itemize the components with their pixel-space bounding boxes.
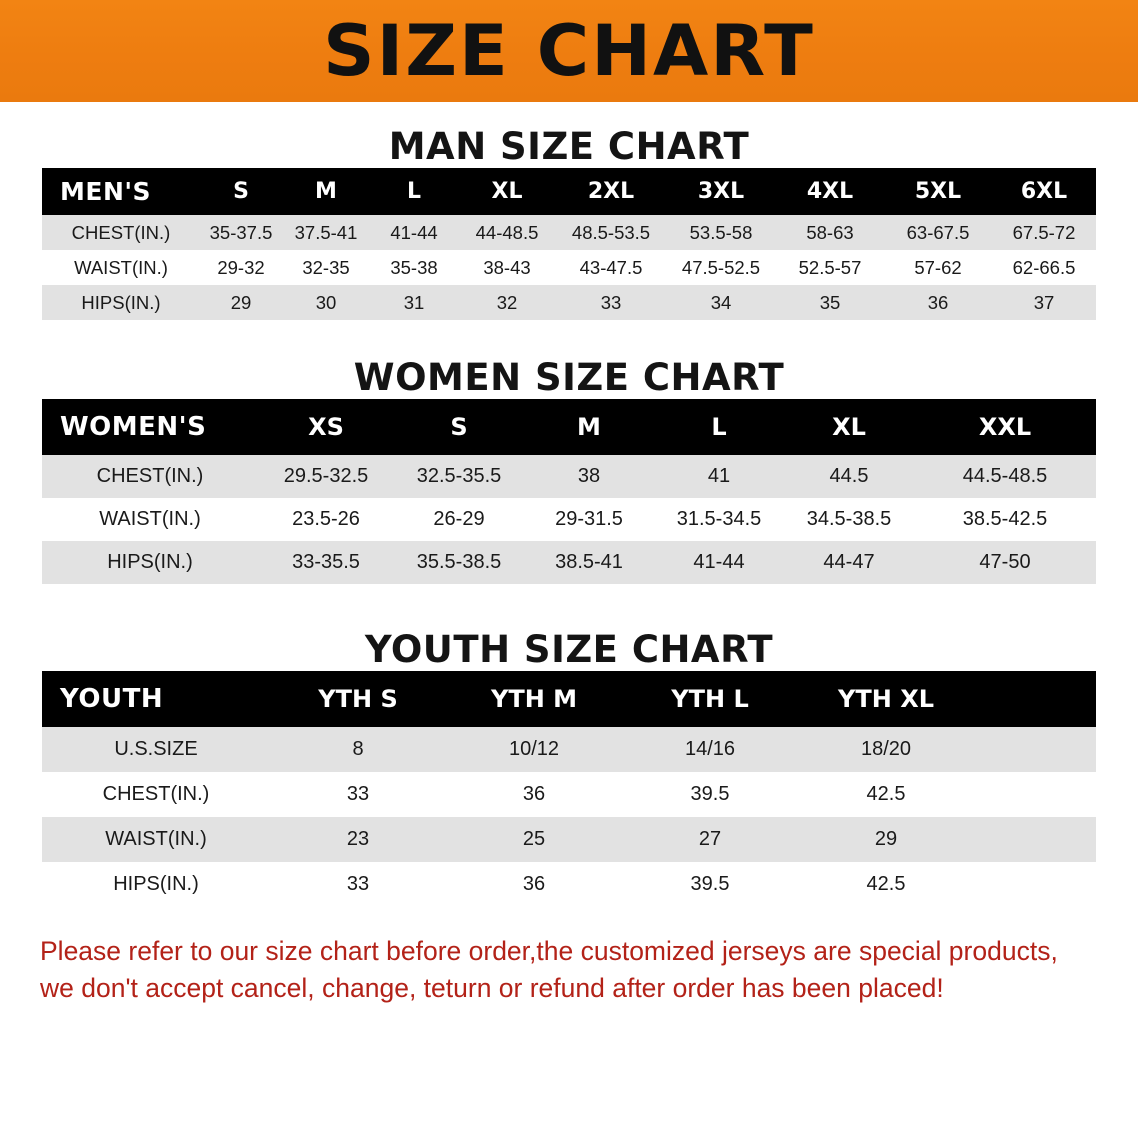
table-cell: 41 bbox=[654, 455, 784, 498]
table-row bbox=[42, 250, 1096, 285]
table-cell: 57-62 bbox=[884, 250, 992, 285]
table-cell: 39.5 bbox=[622, 772, 798, 817]
table-cell: 27 bbox=[622, 817, 798, 862]
table-row bbox=[42, 285, 1096, 320]
col-header: MEN'S bbox=[42, 168, 200, 215]
table-cell: 33 bbox=[270, 772, 446, 817]
table-cell: 33 bbox=[270, 862, 446, 907]
youth-section-heading: YOUTH SIZE CHART bbox=[364, 628, 774, 671]
col-header: 6XL bbox=[992, 168, 1096, 215]
table-cell: 44-48.5 bbox=[458, 215, 556, 250]
table-cell: 31.5-34.5 bbox=[654, 498, 784, 541]
table-cell: 34 bbox=[666, 285, 776, 320]
col-header: XS bbox=[258, 399, 394, 455]
youth-size-table bbox=[42, 671, 1096, 907]
table-cell-spacer bbox=[974, 862, 1096, 907]
footer-note-line-2: we don't accept cancel, change, teturn or refund after order has been placed! bbox=[40, 972, 944, 1003]
table-cell: 33 bbox=[556, 285, 666, 320]
col-header: YTH M bbox=[446, 671, 622, 727]
table-cell: 41-44 bbox=[370, 215, 458, 250]
table-cell: 33-35.5 bbox=[258, 541, 394, 584]
table-cell: 34.5-38.5 bbox=[784, 498, 914, 541]
table-cell: 32-35 bbox=[282, 250, 370, 285]
table-cell: 67.5-72 bbox=[992, 215, 1096, 250]
table-cell: 52.5-57 bbox=[776, 250, 884, 285]
banner bbox=[0, 0, 1138, 102]
row-label: WAIST(IN.) bbox=[42, 817, 270, 862]
table-header-row bbox=[42, 399, 1096, 455]
table-row bbox=[42, 817, 1096, 862]
table-cell: 44.5-48.5 bbox=[914, 455, 1096, 498]
col-header: M bbox=[282, 168, 370, 215]
table-cell: 30 bbox=[282, 285, 370, 320]
table-cell: 35 bbox=[776, 285, 884, 320]
row-label: WAIST(IN.) bbox=[42, 250, 200, 285]
table-cell: 29 bbox=[200, 285, 282, 320]
table-cell: 36 bbox=[446, 772, 622, 817]
table-cell: 63-67.5 bbox=[884, 215, 992, 250]
col-header: XL bbox=[784, 399, 914, 455]
table-cell: 32 bbox=[458, 285, 556, 320]
table-cell: 32.5-35.5 bbox=[394, 455, 524, 498]
col-header: 2XL bbox=[556, 168, 666, 215]
table-cell: 26-29 bbox=[394, 498, 524, 541]
table-cell: 36 bbox=[884, 285, 992, 320]
table-cell: 53.5-58 bbox=[666, 215, 776, 250]
table-cell: 31 bbox=[370, 285, 458, 320]
row-label: HIPS(IN.) bbox=[42, 285, 200, 320]
col-header: 5XL bbox=[884, 168, 992, 215]
col-header: S bbox=[394, 399, 524, 455]
table-cell: 35-37.5 bbox=[200, 215, 282, 250]
col-header: L bbox=[654, 399, 784, 455]
row-label: HIPS(IN.) bbox=[42, 862, 270, 907]
table-cell: 18/20 bbox=[798, 727, 974, 772]
table-row bbox=[42, 541, 1096, 584]
row-label: U.S.SIZE bbox=[42, 727, 270, 772]
table-cell: 37.5-41 bbox=[282, 215, 370, 250]
women-size-table bbox=[42, 399, 1096, 584]
table-cell: 23 bbox=[270, 817, 446, 862]
col-header: S bbox=[200, 168, 282, 215]
women-table-wrap bbox=[42, 399, 1096, 584]
footer-note bbox=[40, 933, 1098, 1006]
col-header: YTH S bbox=[270, 671, 446, 727]
table-row bbox=[42, 455, 1096, 498]
table-cell: 42.5 bbox=[798, 772, 974, 817]
col-header: L bbox=[370, 168, 458, 215]
table-cell: 44-47 bbox=[784, 541, 914, 584]
col-header: 4XL bbox=[776, 168, 884, 215]
table-cell: 38.5-41 bbox=[524, 541, 654, 584]
table-cell: 47.5-52.5 bbox=[666, 250, 776, 285]
table-header-row bbox=[42, 168, 1096, 215]
table-cell: 8 bbox=[270, 727, 446, 772]
table-cell: 35-38 bbox=[370, 250, 458, 285]
table-cell: 41-44 bbox=[654, 541, 784, 584]
table-cell: 23.5-26 bbox=[258, 498, 394, 541]
row-label: CHEST(IN.) bbox=[42, 772, 270, 817]
col-header: YTH L bbox=[622, 671, 798, 727]
table-cell: 29-31.5 bbox=[524, 498, 654, 541]
table-row bbox=[42, 215, 1096, 250]
man-size-table bbox=[42, 168, 1096, 320]
table-row bbox=[42, 727, 1096, 772]
table-cell: 25 bbox=[446, 817, 622, 862]
footer-note-line-1: Please refer to our size chart before order,the customized jerseys are special products, bbox=[40, 936, 1058, 966]
table-cell: 10/12 bbox=[446, 727, 622, 772]
table-cell: 58-63 bbox=[776, 215, 884, 250]
table-cell-spacer bbox=[974, 727, 1096, 772]
table-cell: 38-43 bbox=[458, 250, 556, 285]
col-header: 3XL bbox=[666, 168, 776, 215]
table-cell: 37 bbox=[992, 285, 1096, 320]
man-section-heading: MAN SIZE CHART bbox=[388, 125, 750, 168]
row-label: HIPS(IN.) bbox=[42, 541, 258, 584]
table-cell: 39.5 bbox=[622, 862, 798, 907]
col-header-spacer bbox=[974, 671, 1096, 727]
table-cell-spacer bbox=[974, 817, 1096, 862]
table-cell: 42.5 bbox=[798, 862, 974, 907]
row-label: CHEST(IN.) bbox=[42, 215, 200, 250]
row-label: CHEST(IN.) bbox=[42, 455, 258, 498]
table-cell: 48.5-53.5 bbox=[556, 215, 666, 250]
col-header: M bbox=[524, 399, 654, 455]
table-cell: 29 bbox=[798, 817, 974, 862]
table-cell: 35.5-38.5 bbox=[394, 541, 524, 584]
row-label: WAIST(IN.) bbox=[42, 498, 258, 541]
man-table-wrap bbox=[42, 168, 1096, 320]
table-cell: 36 bbox=[446, 862, 622, 907]
table-row bbox=[42, 772, 1096, 817]
col-header: XL bbox=[458, 168, 556, 215]
table-cell: 47-50 bbox=[914, 541, 1096, 584]
youth-table-wrap bbox=[42, 671, 1096, 907]
table-header-row bbox=[42, 671, 1096, 727]
table-cell: 38 bbox=[524, 455, 654, 498]
table-cell-spacer bbox=[974, 772, 1096, 817]
table-cell: 29.5-32.5 bbox=[258, 455, 394, 498]
col-header: WOMEN'S bbox=[42, 399, 258, 455]
table-cell: 43-47.5 bbox=[556, 250, 666, 285]
table-cell: 62-66.5 bbox=[992, 250, 1096, 285]
banner-title: SIZE CHART bbox=[323, 10, 815, 92]
col-header: YOUTH bbox=[42, 671, 270, 727]
table-cell: 29-32 bbox=[200, 250, 282, 285]
table-row bbox=[42, 862, 1096, 907]
table-row bbox=[42, 498, 1096, 541]
table-cell: 44.5 bbox=[784, 455, 914, 498]
col-header: YTH XL bbox=[798, 671, 974, 727]
women-section-heading: WOMEN SIZE CHART bbox=[353, 356, 785, 399]
table-cell: 14/16 bbox=[622, 727, 798, 772]
col-header: XXL bbox=[914, 399, 1096, 455]
table-cell: 38.5-42.5 bbox=[914, 498, 1096, 541]
